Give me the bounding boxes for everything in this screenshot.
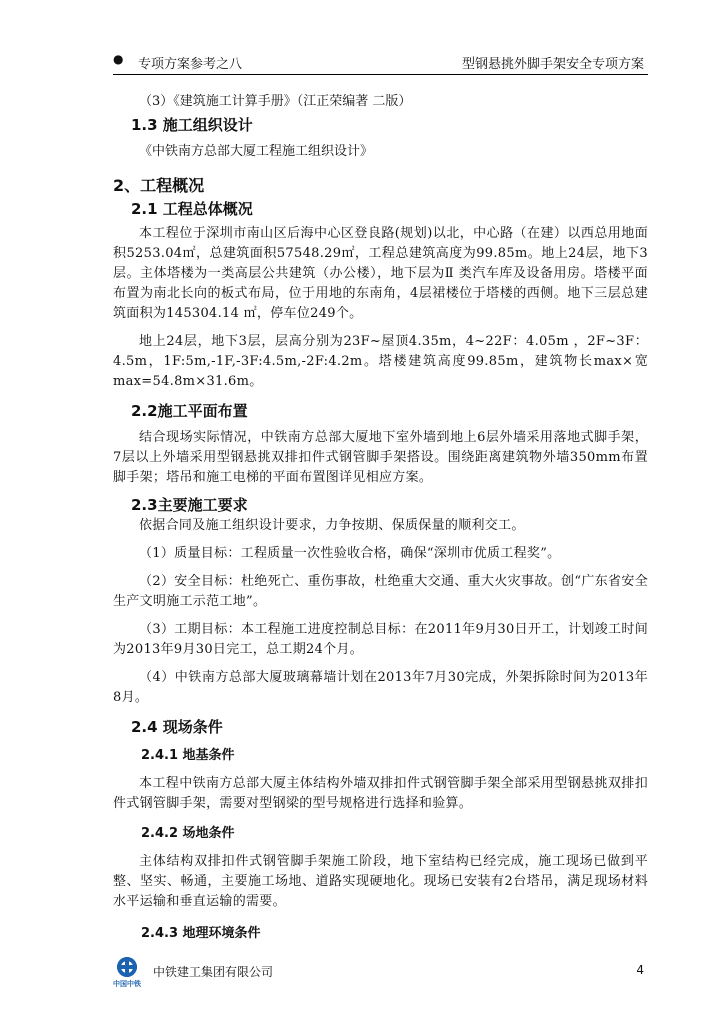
heading-2-3: 2.3主要施工要求	[131, 496, 248, 514]
paragraph-2-3-1: （1）质量目标：工程质量一次性验收合格，确保“深圳市优质工程奖”。	[139, 546, 561, 561]
paragraph-2-3: 依据合同及施工组织设计要求，力争按期、保质保量的顺利交工。	[139, 518, 525, 533]
heading-2-1: 2.1 工程总体概况	[131, 200, 253, 218]
paragraph-2-3-2: （2）安全目标：杜绝死亡、重伤事故，杜绝重大交通、重大火灾事故。创“广东省安全生产文明施工示范工地”。	[113, 574, 648, 609]
header-left-text: 专项方案参考之八	[138, 57, 243, 72]
heading-1-3: 1.3 施工组织设计	[131, 116, 253, 134]
paragraph-2-2: 结合现场实际情况，中铁南方总部大厦地下室外墙到地上6层外墙采用落地式脚手架，7层以上外墙采用型钢悬挑双排扣件式钢管脚手架搭设。围绕距离建筑物外墙350mm布置脚手架；塔吊和施工电梯的平面布置图详见相应方案。	[113, 430, 648, 485]
heading-2: 2、工程概况	[113, 176, 205, 195]
paragraph-2-3-3: （3）工期目标：本工程施工进度控制总目标：在2011年9月30日开工，计划竣工时间为2013年9月30日完工，总工期24个月。	[113, 622, 648, 657]
paragraph-2-1-a: 本工程位于深圳市南山区后海中心区登良路(规划)以北，中心路（在建）以西总用地面积5253.04㎡，总建筑面积57548.29㎡，工程总建筑高度为99.85m。地上24层，地下3层。主体塔楼为一类高层公共建筑（办公楼），地下层为Ⅱ 类汽车库及设备用房。塔楼平面布置为南北长向的板式布局，位于用地的东南角，4层裙楼位于塔楼的西侧。地下三层总建筑面积为145304.14 ㎡，停车位249个。	[113, 226, 648, 321]
heading-2-4-1: 2.4.1 地基条件	[141, 748, 235, 763]
page-header	[113, 52, 648, 75]
logo-text: 中国中铁	[113, 980, 141, 988]
paragraph-2-1-b: 地上24层，地下3层，层高分别为23F~屋顶4.35m，4~22F：4.05m ，2F~3F：4.5m，1F:5m,-1F,-3F:4.5m,-2F:4.2m。塔楼建筑高度99.85m，建筑物长max×宽max=54.8m×31.6m。	[113, 334, 648, 389]
company-logo-icon	[113, 955, 149, 991]
document-body	[113, 92, 648, 944]
heading-2-4-3: 2.4.3 地理环境条件	[141, 926, 261, 941]
heading-2-4-2: 2.4.2 场地条件	[141, 826, 235, 841]
company-name: 中铁建工集团有限公司	[153, 965, 274, 979]
paragraph-2-4-2: 主体结构双排扣件式钢管脚手架施工阶段，地下室结构已经完成，施工现场已做到平整、坚实、畅通，主要施工场地、道路实现硬地化。现场已安装有2台塔吊，满足现场材料水平运输和垂直运输的需要。	[113, 854, 648, 909]
heading-2-4: 2.4 现场条件	[131, 718, 223, 736]
reference-1-3: 《中铁南方总部大厦工程施工组织设计》	[139, 144, 374, 159]
heading-2-2: 2.2施工平面布置	[131, 402, 248, 420]
page-number: 4	[636, 963, 644, 977]
paragraph-2-3-4: （4）中铁南方总部大厦玻璃幕墙计划在2013年7月30完成，外架拆除时间为2013年8月。	[113, 670, 648, 705]
paragraph-2-4-1: 本工程中铁南方总部大厦主体结构外墙双排扣件式钢管脚手架全部采用型钢悬挑双排扣件式钢管脚手架，需要对型钢梁的型号规格进行选择和验算。	[113, 776, 648, 811]
reference-3: （3）《建筑施工计算手册》（江正荣编著 二版）	[139, 94, 412, 109]
header-right-text: 型钢悬挑外脚手架安全专项方案	[461, 57, 644, 72]
bullet-icon: ●	[113, 52, 124, 66]
page-footer	[113, 955, 648, 995]
